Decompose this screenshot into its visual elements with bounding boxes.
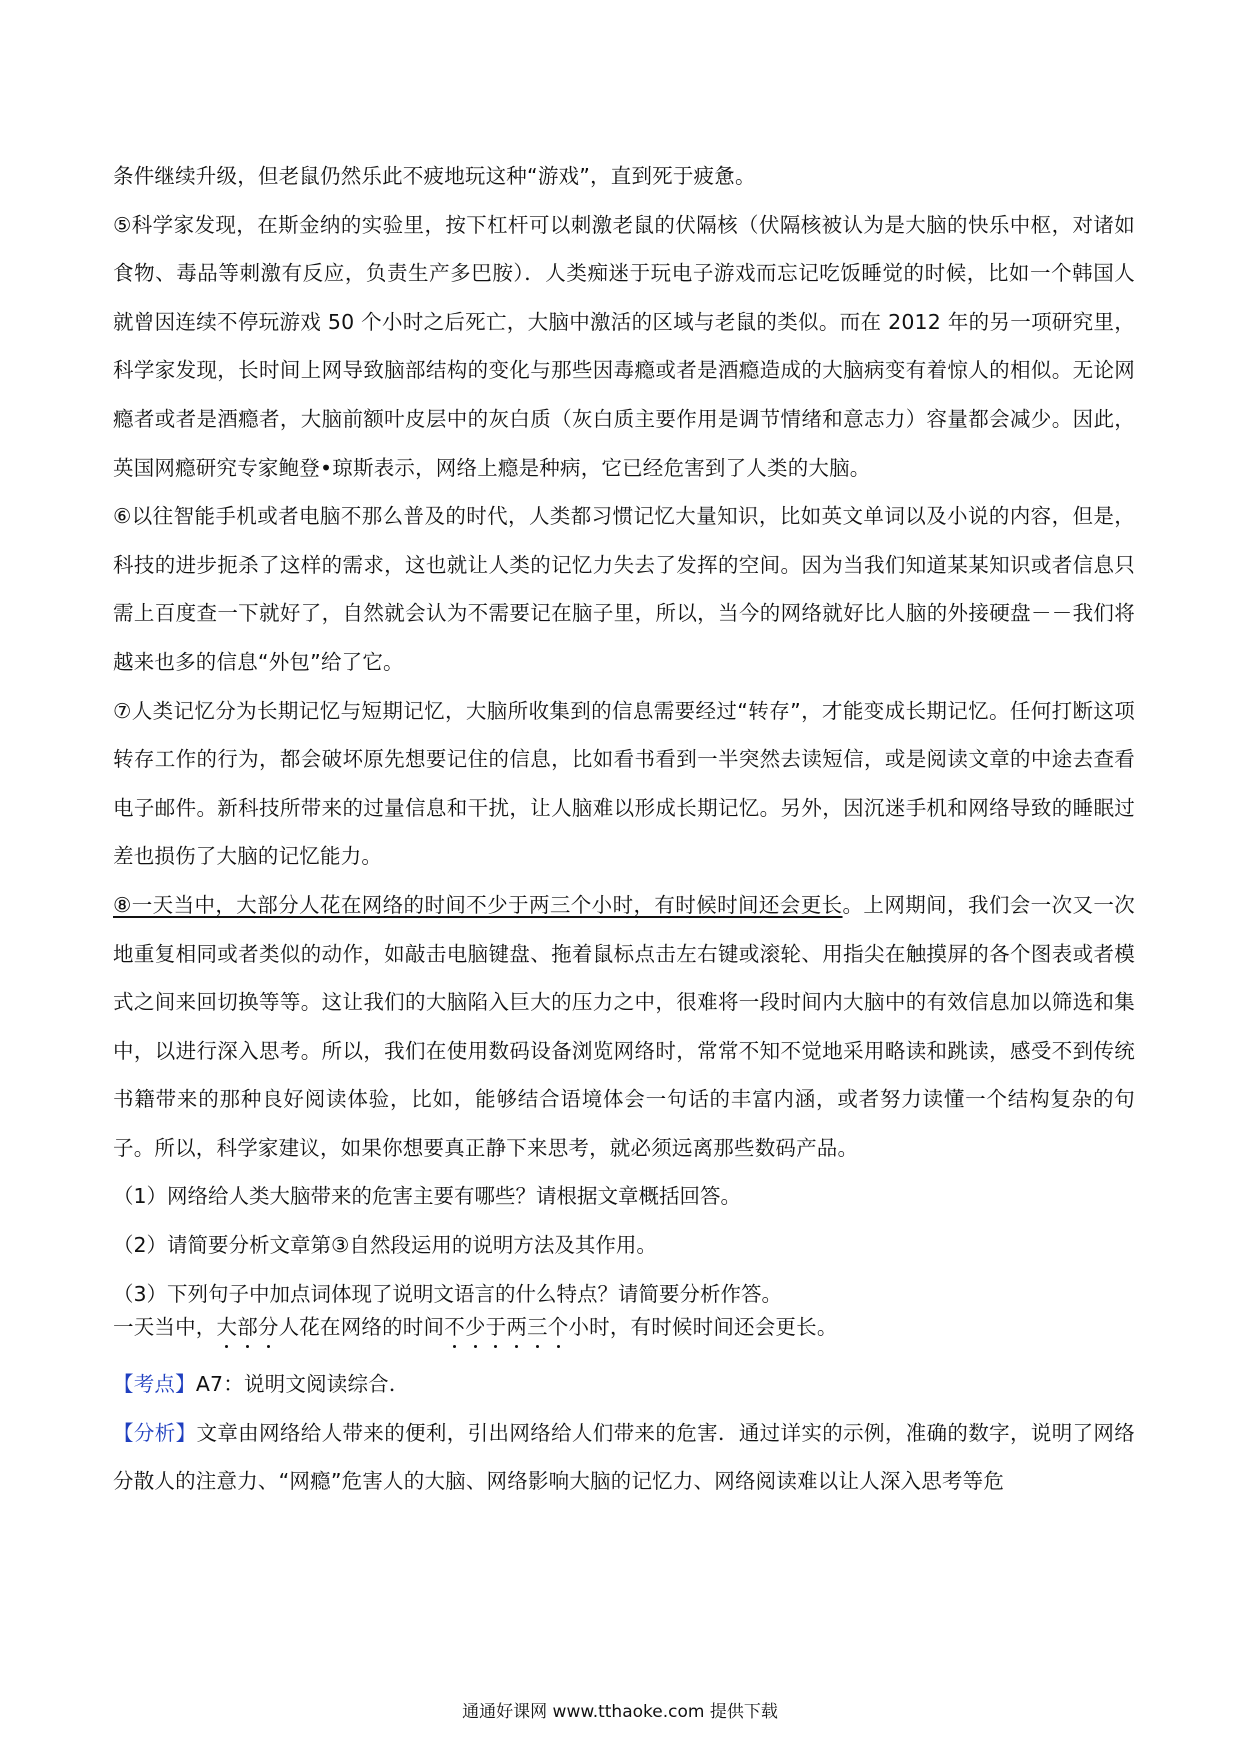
fenxi-text: 文章由网络给人带来的便利，引出网络给人们带来的危害．通过详实的示例，准确的数字，说明了网络分散人的注意力、“网瘾”危害人的大脑、网络影响大脑的记忆力、网络阅读难以让人深入思考等危 [113, 1420, 1135, 1494]
dotted-sentence-part: 小时，有时候时间还会更长。 [568, 1315, 838, 1340]
dotted-word-bu-shao-yu [444, 1315, 568, 1339]
paragraph-8-rest: 。上网期间，我们会一次又一次地重复相同或者类似的动作，如敲击电脑键盘、拖着鼠标点击左右键或滚轮、用指尖在触摸屏的各个图表或者模式之间来回切换等等。这让我们的大脑陷入巨大的压力之中，很难将一段时间内大脑中的有效信息加以筛选和集中，以进行深入思考。所以，我们在使用数码设备浏览网络时，常常不知不觉地采用略读和跳读，感受不到传统书籍带来的那种良好阅读体验，比如，能够结合语境体会一句话的丰富内涵，或者努力读懂一个结构复杂的句子。所以，科学家建议，如果你想要真正静下来思考，就必须远离那些数码产品。 [113, 892, 1135, 1160]
dotted-char: 不 [444, 1312, 465, 1342]
kaodian-text: A7：说明文阅读综合． [195, 1372, 410, 1397]
paragraph-6: ⑥以往智能手机或者电脑不那么普及的时代，人类都习惯记忆大量知识，比如英文单词以及小说的内容，但是，科技的进步扼杀了这样的需求，这也就让人类的记忆力失去了发挥的空间。因为当我们知道某某知识或者信息只需上百度查一下就好了，自然就会认为不需要记在脑子里，所以，当今的网络就好比人脑的外接硬盘－－我们将越来也多的信息“外包”给了它。 [113, 504, 1135, 674]
dotted-sentence-part: 一天当中， [113, 1315, 217, 1340]
dotted-char: 部 [237, 1312, 258, 1342]
question-2: （2）请简要分析文章第③自然段运用的说明方法及其作用。 [113, 1233, 657, 1258]
question-3: （3）下列句子中加点词体现了说明文语言的什么特点？请简要分析作答。 [113, 1281, 783, 1306]
dotted-char: 大 [217, 1312, 238, 1342]
question-1: （1）网络给人类大脑带来的危害主要有哪些？请根据文章概括回答。 [113, 1184, 742, 1209]
dotted-char: 个 [548, 1312, 569, 1342]
kaodian-tag: 【考点】 [113, 1372, 196, 1397]
paragraph-8 [113, 881, 1135, 1173]
dotted-char: 分 [258, 1312, 279, 1342]
fenxi-paragraph [113, 1409, 1135, 1506]
paragraph-continued: 条件继续升级，但老鼠仍然乐此不疲地玩这种“游戏”，直到死于疲惫。 [113, 164, 756, 188]
page-footer: 通通好课网 www.tthaoke.com 提供下载 [462, 1702, 778, 1722]
dotted-sentence [113, 1312, 1135, 1342]
paragraph-5: ⑤科学家发现，在斯金纳的实验里，按下杠杆可以刺激老鼠的伏隔核（伏隔核被认为是大脑的快乐中枢，对诸如食物、毒品等刺激有反应，负责生产多巴胺）．人类痴迷于玩电子游戏而忘记吃饭睡觉的时候，比如一个韩国人就曾因连续不停玩游戏 50 个小时之后死亡，大脑中激活的区域与老鼠的类似。而在 2012 年的另一项研究里，科学家发现，长时间上网导致脑部结构的变化与那些因毒瘾或者是酒瘾造成的大脑病变有着惊人的相似。无论网瘾者或者是酒瘾者，大脑前额叶皮层中的灰白质（灰白质主要作用是调节情绪和意志力）容量都会减少。因此，英国网瘾研究专家鲍登•琼斯表示，网络上瘾是种病，它已经危害到了人类的大脑。 [113, 212, 1135, 480]
dotted-char: 三 [527, 1312, 548, 1342]
kaodian-line [113, 1360, 1135, 1409]
dotted-word-da-bu-fen [217, 1315, 279, 1339]
dotted-sentence-part: 人花在网络的时间 [278, 1315, 445, 1340]
dotted-char: 两 [506, 1312, 527, 1342]
dotted-char: 于 [486, 1312, 507, 1342]
dotted-char: 少 [465, 1312, 486, 1342]
document-body [113, 152, 1135, 1506]
fenxi-tag: 【分析】 [113, 1420, 197, 1445]
paragraph-7: ⑦人类记忆分为长期记忆与短期记忆，大脑所收集到的信息需要经过“转存”，才能变成长期记忆。任何打断这项转存工作的行为，都会破坏原先想要记住的信息，比如看书看到一半突然去读短信，或是阅读文章的中途去查看电子邮件。新科技所带来的过量信息和干扰，让人脑难以形成长期记忆。另外，因沉迷手机和网络导致的睡眠过差也损伤了大脑的记忆能力。 [113, 698, 1135, 869]
paragraph-8-underlined-sentence: ⑧一天当中，大部分人花在网络的时间不少于两三个小时，有时候时间还会更长 [113, 892, 843, 917]
